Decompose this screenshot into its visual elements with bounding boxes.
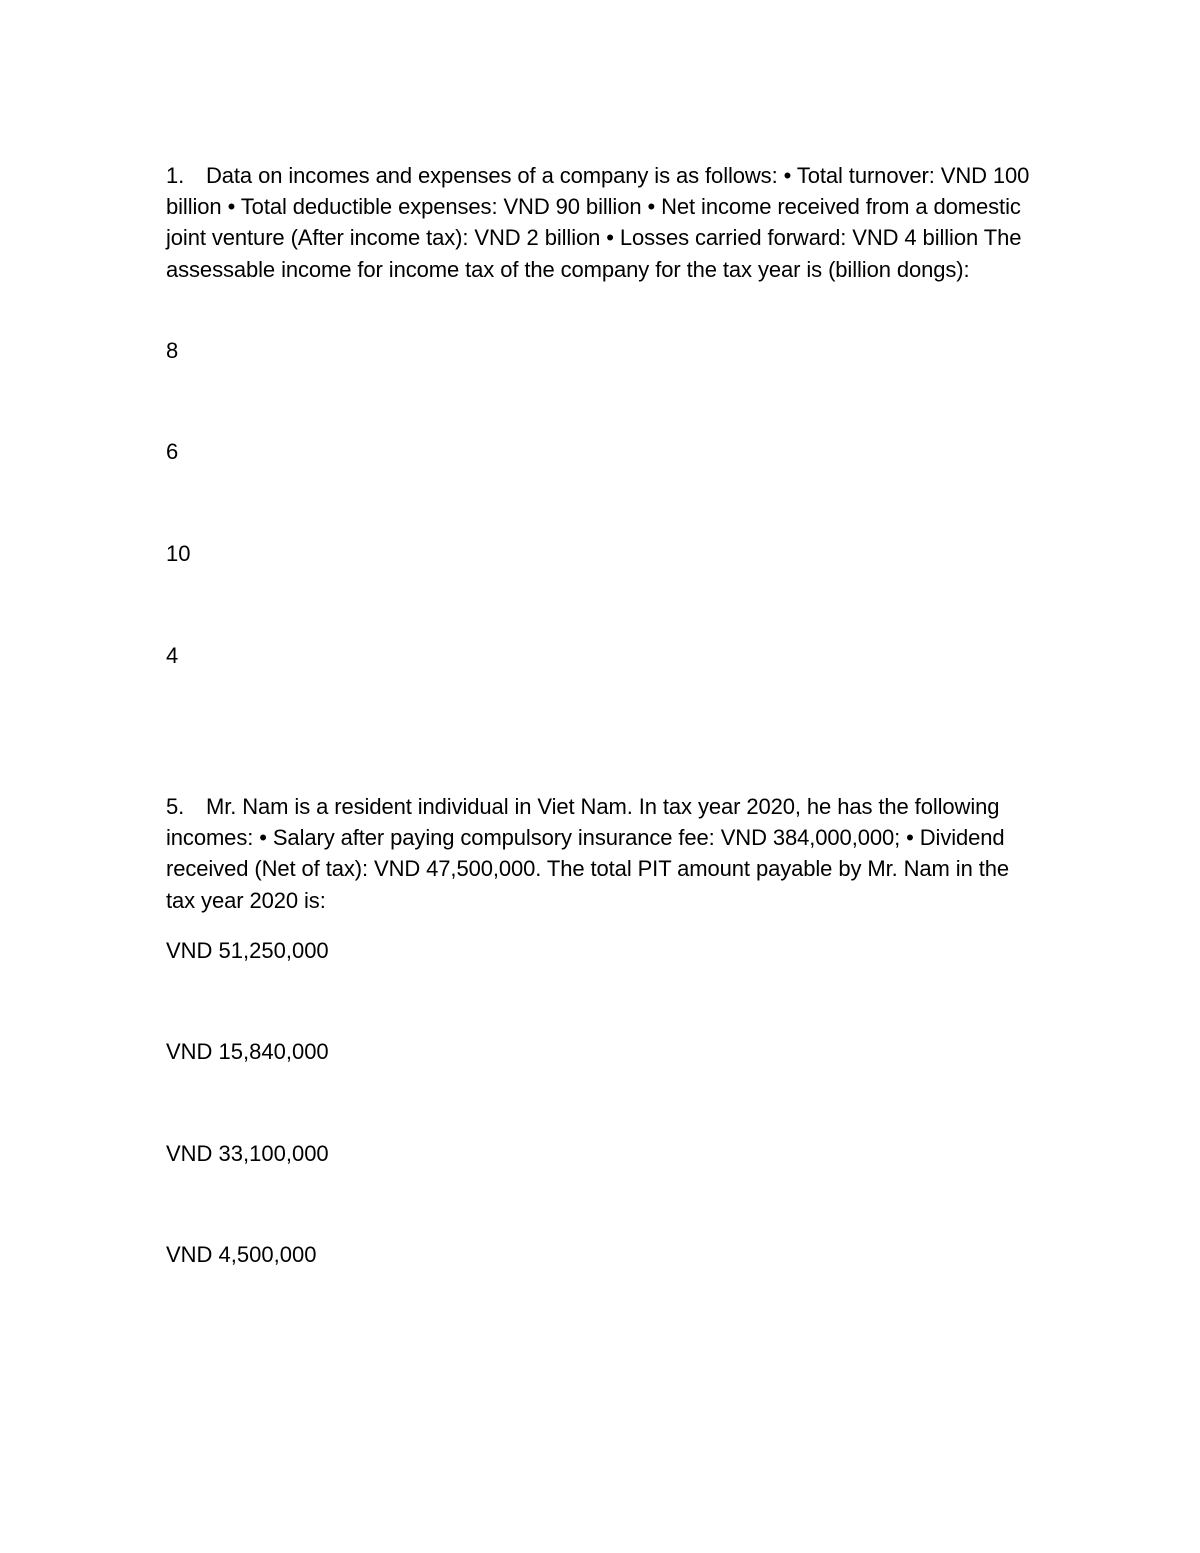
option-item: VND 15,840,000 [166, 1039, 329, 1064]
question-number: 1. [166, 163, 185, 188]
option-item: 8 [166, 338, 179, 363]
option-item: 6 [166, 439, 179, 464]
option-item: 4 [166, 643, 179, 668]
option-item: VND 4,500,000 [166, 1242, 317, 1267]
question-5 [166, 791, 1036, 916]
option-item: VND 51,250,000 [166, 938, 329, 963]
question-1 [166, 160, 1036, 285]
question-number: 5. [166, 794, 185, 819]
option-item: VND 33,100,000 [166, 1141, 329, 1166]
question-text: Mr. Nam is a resident individual in Viet Nam. In tax year 2020, he has the following incomes: • Salary after paying compulsory insurance fee: VND 384,000,000; • Dividend received (Net of tax): VND 47,500,000. The total PIT amount payable by Mr. Nam in the tax year 2020 is: [166, 794, 1010, 913]
question-text: Data on incomes and expenses of a company is as follows: • Total turnover: VND 100 billion • Total deductible expenses: VND 90 billion • Net income received from a domestic joint venture (After income tax): VND 2 billion • Losses carried forward: VND 4 billion The assessable income for income tax of the company for the tax year is (billion dongs): [166, 163, 1030, 282]
option-item: 10 [166, 541, 191, 566]
